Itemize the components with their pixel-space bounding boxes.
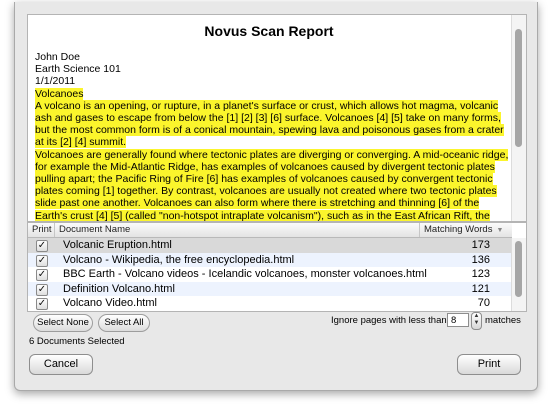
select-none-button[interactable]: Select None [33, 314, 93, 332]
matching-words-cell: 123 [471, 268, 490, 280]
text-run: surface. Volcanoes [281, 112, 377, 125]
check-icon: ✓ [37, 269, 47, 280]
table-body [28, 238, 512, 311]
table-scroll-thumb[interactable] [515, 241, 522, 297]
report-body [35, 51, 509, 222]
min-matches-stepper[interactable] [471, 312, 482, 330]
check-icon: ✓ [37, 240, 47, 251]
citation-link[interactable]: [4] [95, 209, 108, 222]
table-row[interactable] [28, 238, 512, 253]
column-header-document-name[interactable]: Document Name [55, 223, 420, 237]
ignore-pages-label: Ignore pages with less than [331, 315, 447, 326]
table-header [28, 223, 512, 238]
document-name-cell: BBC Earth - Volcano videos - Icelandic volcanoes, monster volcanoes.html [63, 268, 427, 280]
highlighted-text [35, 149, 508, 222]
column-header-matching-label: Matching Words [424, 224, 493, 235]
print-checkbox[interactable] [36, 269, 48, 281]
document-name-cell: Definition Volcano.html [63, 282, 175, 295]
report-scrollbar[interactable] [511, 15, 526, 221]
citation-link[interactable]: [6] [270, 112, 282, 125]
min-matches-field[interactable]: 8 [447, 313, 469, 327]
check-icon: ✓ [37, 298, 47, 309]
citation-link[interactable]: [5] [110, 209, 123, 222]
citation-link[interactable]: [1] [226, 112, 239, 125]
stepper-up-icon[interactable]: ▲ [473, 313, 480, 319]
report-heading: Volcanoes [35, 87, 84, 100]
check-icon: ✓ [37, 254, 47, 266]
matches-label: matches [485, 315, 521, 326]
select-all-button[interactable]: Select All [98, 314, 150, 332]
text-run: A volcano is an opening, or rupture, in a planet's surface or crust, which allows hot magma, volcanic ash and gases to escape from below the [35, 99, 499, 125]
print-checkbox[interactable] [36, 298, 48, 310]
table-row[interactable] [28, 253, 512, 268]
citation-link[interactable]: [4] [74, 136, 87, 149]
report-title: Novus Scan Report [204, 23, 334, 39]
text-run: summit. [86, 136, 127, 149]
report-paragraph [35, 149, 509, 222]
column-header-matching-words[interactable] [420, 223, 512, 237]
documents-table [27, 222, 527, 312]
column-header-print[interactable]: Print [28, 223, 55, 237]
sort-arrow-icon: ▼ [496, 227, 504, 234]
citation-link[interactable]: [1] [102, 185, 115, 198]
report-paragraphs [35, 100, 509, 222]
text-run: of the Earth's crust [35, 197, 480, 222]
text-run: take on many forms, but the most common form is of a conical mountain, spewing lava and poisonous gases from a crater at its [35, 112, 504, 149]
table-row[interactable] [28, 267, 512, 282]
citation-link[interactable]: [2] [241, 112, 253, 125]
citation-link[interactable]: [6] [206, 173, 219, 186]
print-button[interactable]: Print [457, 354, 521, 375]
citation-link[interactable]: [2] [60, 136, 72, 149]
report-preview[interactable] [27, 14, 527, 222]
report-author: John Doe [35, 51, 80, 63]
print-checkbox[interactable] [36, 240, 48, 252]
print-checkbox[interactable] [36, 255, 48, 267]
citation-link[interactable]: [4] [376, 112, 389, 125]
stepper-down-icon[interactable]: ▼ [473, 320, 480, 326]
report-course: Earth Science 101 [35, 63, 121, 76]
matching-words-cell: 70 [477, 297, 490, 309]
citation-link[interactable]: [5] [391, 112, 403, 125]
report-date: 1/1/2011 [35, 75, 76, 88]
table-row[interactable] [28, 296, 512, 311]
highlighted-text [35, 100, 504, 149]
check-icon: ✓ [37, 283, 47, 295]
report-scroll-thumb[interactable] [515, 29, 522, 147]
document-name-cell: Volcano Video.html [63, 297, 157, 309]
table-scrollbar[interactable] [511, 238, 526, 311]
citation-link[interactable]: [3] [255, 112, 268, 125]
text-run: has examples of volcanoes caused by convergent tectonic plates coming [35, 173, 493, 198]
documents-selected-status: 6 Documents Selected [29, 336, 125, 347]
text-run: Volcanoes are generally found where tectonic plates are diverging or converging. A mid-oceanic ridge, for example the Mid-Atlantic Ridge, has examples of volcanoes caused by divergent tectonic plates pulling apart; the Pacific Ring of Fire [35, 148, 509, 186]
document-name-cell: Volcanic Eruption.html [63, 239, 172, 251]
citation-link[interactable]: [6] [438, 197, 451, 210]
document-name-cell: Volcano - Wikipedia, the free encyclopedia.html [63, 253, 295, 266]
report-paragraph [35, 100, 509, 149]
text-run: (called "non-hotspot intraplate volcanism"), such as in the East African Rift, the [125, 209, 490, 222]
scan-report-dialog [14, 2, 538, 391]
table-row[interactable] [28, 282, 512, 297]
cancel-button[interactable]: Cancel [29, 354, 93, 375]
text-run: together. By contrast, volcanoes are usually not created where two tectonic plates slide past one another. Volcanoes can also form where there is stretching and thinning [35, 185, 497, 210]
matching-words-cell: 173 [471, 239, 490, 251]
matching-words-cell: 121 [471, 282, 490, 295]
matching-words-cell: 136 [471, 253, 490, 266]
print-checkbox[interactable] [36, 284, 48, 296]
